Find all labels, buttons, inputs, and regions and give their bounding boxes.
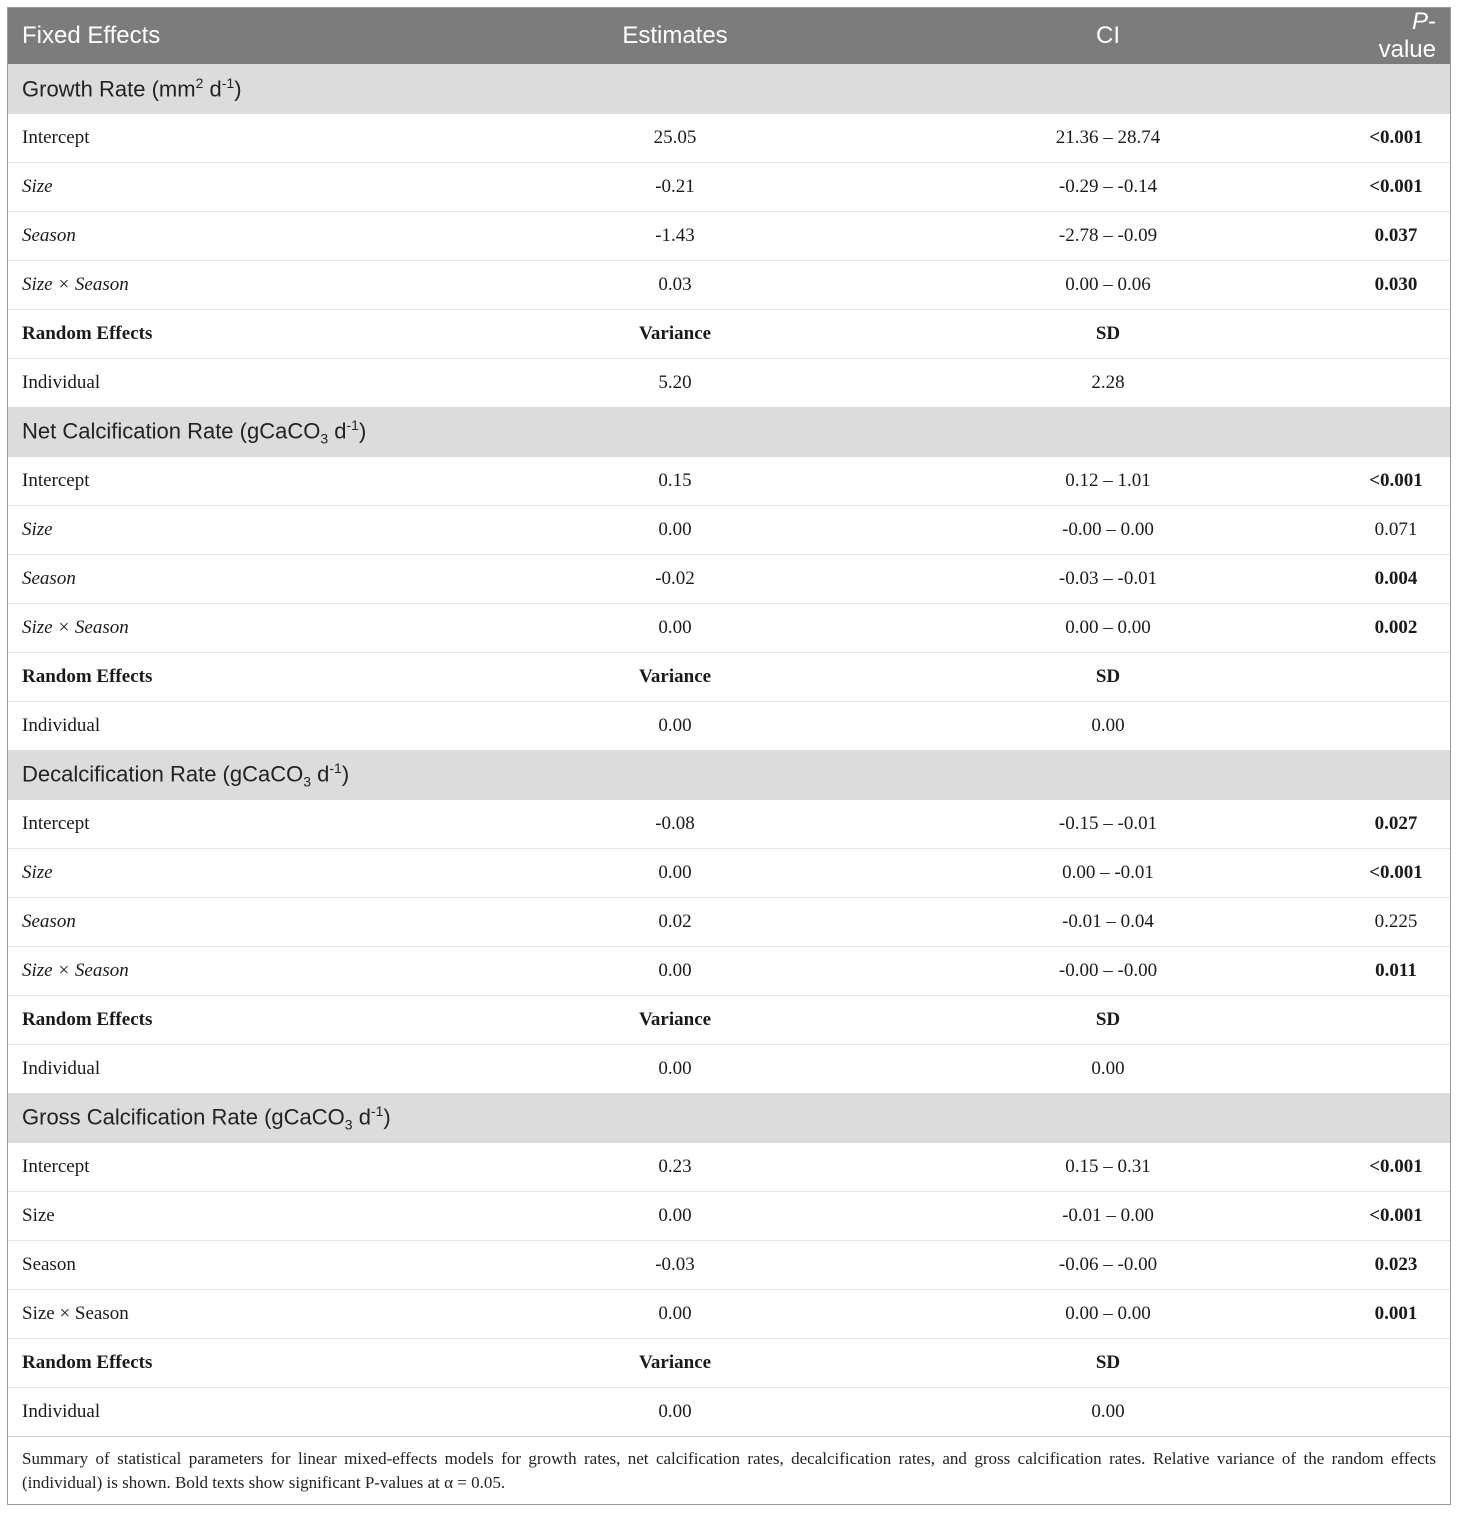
header-fixed-effects: Fixed Effects: [8, 8, 476, 64]
random-effects-row: [8, 653, 1450, 702]
estimate-value: 0.00: [476, 1192, 874, 1241]
effect-label: Season: [8, 898, 476, 947]
estimate-value: 0.00: [476, 947, 874, 996]
effect-label: Size: [8, 1192, 476, 1241]
table-row: [8, 1241, 1450, 1290]
section-title-part: Gross Calcification Rate (gCaCO: [22, 1104, 345, 1130]
p-value: <0.001: [1342, 1192, 1450, 1241]
section-title-part: Growth Rate (mm: [22, 76, 196, 102]
ci-value: 0.00 – 0.00: [874, 604, 1342, 653]
p-value: 0.002: [1342, 604, 1450, 653]
empty-cell: [1342, 702, 1450, 751]
effect-label: Intercept: [8, 114, 476, 163]
section-title-part: ): [358, 418, 367, 444]
table-frame: [7, 7, 1451, 1505]
effect-label: Season: [8, 1241, 476, 1290]
estimate-value: -0.02: [476, 555, 874, 604]
section-title: [8, 407, 1450, 457]
individual-sd: 0.00: [1091, 715, 1125, 736]
p-value: <0.001: [1342, 849, 1450, 898]
table-row: [8, 457, 1450, 506]
random-effects-label: Random Effects: [8, 1339, 476, 1388]
section-title-part: Net Calcification Rate (gCaCO: [22, 418, 321, 444]
estimate-value: 0.23: [476, 1143, 874, 1192]
ci-value: -0.29 – -0.14: [874, 163, 1342, 212]
estimate-value: 25.05: [476, 114, 874, 163]
header-estimates: Estimates: [476, 8, 874, 64]
table-row: [8, 261, 1450, 310]
section-title-part: 2: [195, 75, 204, 92]
table-row: [8, 163, 1450, 212]
table-row: [8, 555, 1450, 604]
individual-variance: 5.20: [658, 372, 692, 393]
individual-sd: 0.00: [1091, 1401, 1125, 1422]
section-title: [8, 750, 1450, 800]
section-title-part: -1: [370, 1103, 384, 1120]
estimate-value: -1.43: [476, 212, 874, 261]
empty-cell: [1342, 359, 1450, 408]
section-title-part: 3: [320, 430, 329, 447]
section-title-part: 3: [303, 773, 312, 790]
table-row: [8, 800, 1450, 849]
random-effects-row: [8, 996, 1450, 1045]
estimate-value: 0.02: [476, 898, 874, 947]
effect-label: Intercept: [8, 1143, 476, 1192]
header-p-rest: -value: [1378, 8, 1436, 63]
table-row: [8, 947, 1450, 996]
individual-label: Individual: [22, 372, 101, 393]
header-p-value: [1342, 8, 1450, 64]
p-value: 0.030: [1342, 261, 1450, 310]
variance-label: Variance: [476, 996, 874, 1045]
effect-label: Size: [8, 163, 476, 212]
results-table: [8, 8, 1450, 1436]
random-effects-label: Random Effects: [8, 310, 476, 359]
effect-label: Season: [8, 555, 476, 604]
table-body: [8, 64, 1450, 1436]
sd-label: SD: [874, 996, 1342, 1045]
individual-sd: 0.00: [1091, 1058, 1125, 1079]
ci-value: -0.03 – -0.01: [874, 555, 1342, 604]
random-effects-label: Random Effects: [8, 996, 476, 1045]
empty-cell: [1342, 310, 1450, 359]
section-title-part: d: [352, 1104, 371, 1130]
table-row: [8, 604, 1450, 653]
section-title-part: d: [203, 76, 222, 102]
table-row: [8, 506, 1450, 555]
estimate-value: -0.21: [476, 163, 874, 212]
ci-value: 21.36 – 28.74: [874, 114, 1342, 163]
random-effects-label: Random Effects: [8, 653, 476, 702]
effect-label: Size × Season: [8, 604, 476, 653]
individual-row: [8, 1388, 1450, 1437]
sd-label: SD: [874, 1339, 1342, 1388]
empty-cell: [1342, 1339, 1450, 1388]
ci-value: -0.01 – 0.00: [874, 1192, 1342, 1241]
individual-row: [8, 359, 1450, 408]
variance-label: Variance: [476, 653, 874, 702]
p-value: <0.001: [1342, 457, 1450, 506]
table-row: [8, 1290, 1450, 1339]
section-title-part: 3: [344, 1116, 353, 1133]
individual-label: Individual: [22, 715, 101, 736]
ci-value: -2.78 – -0.09: [874, 212, 1342, 261]
estimate-value: 0.15: [476, 457, 874, 506]
table-caption: Summary of statistical parameters for linear mixed-effects models for growth rates, net calcification rates, decalcification rates, and gross calcification rates. Relative variance of the random effects (individual) is shown. Bold texts show significant P-values at α = 0.05.: [8, 1436, 1450, 1505]
ci-value: -0.00 – -0.00: [874, 947, 1342, 996]
random-effects-row: [8, 1339, 1450, 1388]
ci-value: -0.06 – -0.00: [874, 1241, 1342, 1290]
section-title-part: ): [341, 761, 350, 787]
individual-row: [8, 702, 1450, 751]
estimate-value: 0.00: [476, 506, 874, 555]
section-title: [8, 64, 1450, 114]
individual-variance: 0.00: [658, 1401, 692, 1422]
section-title-part: ): [234, 76, 242, 102]
variance-label: Variance: [476, 1339, 874, 1388]
p-value: <0.001: [1342, 114, 1450, 163]
individual-sd: 2.28: [1091, 372, 1125, 393]
table-row: [8, 1192, 1450, 1241]
section-title-part: d: [311, 761, 330, 787]
section-title-part: -1: [329, 760, 342, 777]
p-value: <0.001: [1342, 1143, 1450, 1192]
individual-variance: 0.00: [658, 1058, 692, 1079]
effect-label: Intercept: [8, 457, 476, 506]
section-title-part: -1: [346, 417, 359, 434]
section-title-part: -1: [221, 75, 235, 92]
table-row: [8, 114, 1450, 163]
effect-label: Season: [8, 212, 476, 261]
ci-value: 0.00 – 0.00: [874, 1290, 1342, 1339]
individual-label: Individual: [22, 1401, 101, 1422]
effect-label: Size: [8, 506, 476, 555]
section-title-part: d: [328, 418, 347, 444]
estimate-value: 0.00: [476, 1290, 874, 1339]
section-header: [8, 64, 1450, 114]
header-row: [8, 8, 1450, 64]
p-value: 0.011: [1342, 947, 1450, 996]
header-p-italic: P: [1411, 8, 1428, 35]
estimate-value: -0.08: [476, 800, 874, 849]
table-row: [8, 849, 1450, 898]
empty-cell: [1342, 1388, 1450, 1437]
individual-row: [8, 1045, 1450, 1094]
p-value: 0.071: [1342, 506, 1450, 555]
estimate-value: 0.00: [476, 604, 874, 653]
p-value: <0.001: [1342, 163, 1450, 212]
ci-value: 0.15 – 0.31: [874, 1143, 1342, 1192]
section-title-part: Decalcification Rate (gCaCO: [22, 761, 304, 787]
effect-label: Size × Season: [8, 261, 476, 310]
individual-label: Individual: [22, 1058, 101, 1079]
p-value: 0.225: [1342, 898, 1450, 947]
section-title-part: ): [383, 1104, 391, 1130]
effect-label: Intercept: [8, 800, 476, 849]
effect-label: Size × Season: [8, 947, 476, 996]
section-header: [8, 407, 1450, 457]
table-row: [8, 212, 1450, 261]
sd-label: SD: [874, 310, 1342, 359]
effect-label: Size × Season: [8, 1290, 476, 1339]
estimate-value: 0.03: [476, 261, 874, 310]
empty-cell: [1342, 996, 1450, 1045]
ci-value: -0.15 – -0.01: [874, 800, 1342, 849]
ci-value: -0.01 – 0.04: [874, 898, 1342, 947]
estimate-value: -0.03: [476, 1241, 874, 1290]
p-value: 0.027: [1342, 800, 1450, 849]
sd-label: SD: [874, 653, 1342, 702]
table-row: [8, 898, 1450, 947]
section-header: [8, 750, 1450, 800]
variance-label: Variance: [476, 310, 874, 359]
random-effects-row: [8, 310, 1450, 359]
individual-variance: 0.00: [658, 715, 692, 736]
effect-label: Size: [8, 849, 476, 898]
empty-cell: [1342, 653, 1450, 702]
table-row: [8, 1143, 1450, 1192]
ci-value: 0.12 – 1.01: [874, 457, 1342, 506]
p-value: 0.004: [1342, 555, 1450, 604]
section-title: [8, 1093, 1450, 1143]
empty-cell: [1342, 1045, 1450, 1094]
section-header: [8, 1093, 1450, 1143]
ci-value: -0.00 – 0.00: [874, 506, 1342, 555]
ci-value: 0.00 – -0.01: [874, 849, 1342, 898]
p-value: 0.001: [1342, 1290, 1450, 1339]
header-ci: CI: [874, 8, 1342, 64]
estimate-value: 0.00: [476, 849, 874, 898]
ci-value: 0.00 – 0.06: [874, 261, 1342, 310]
p-value: 0.037: [1342, 212, 1450, 261]
p-value: 0.023: [1342, 1241, 1450, 1290]
